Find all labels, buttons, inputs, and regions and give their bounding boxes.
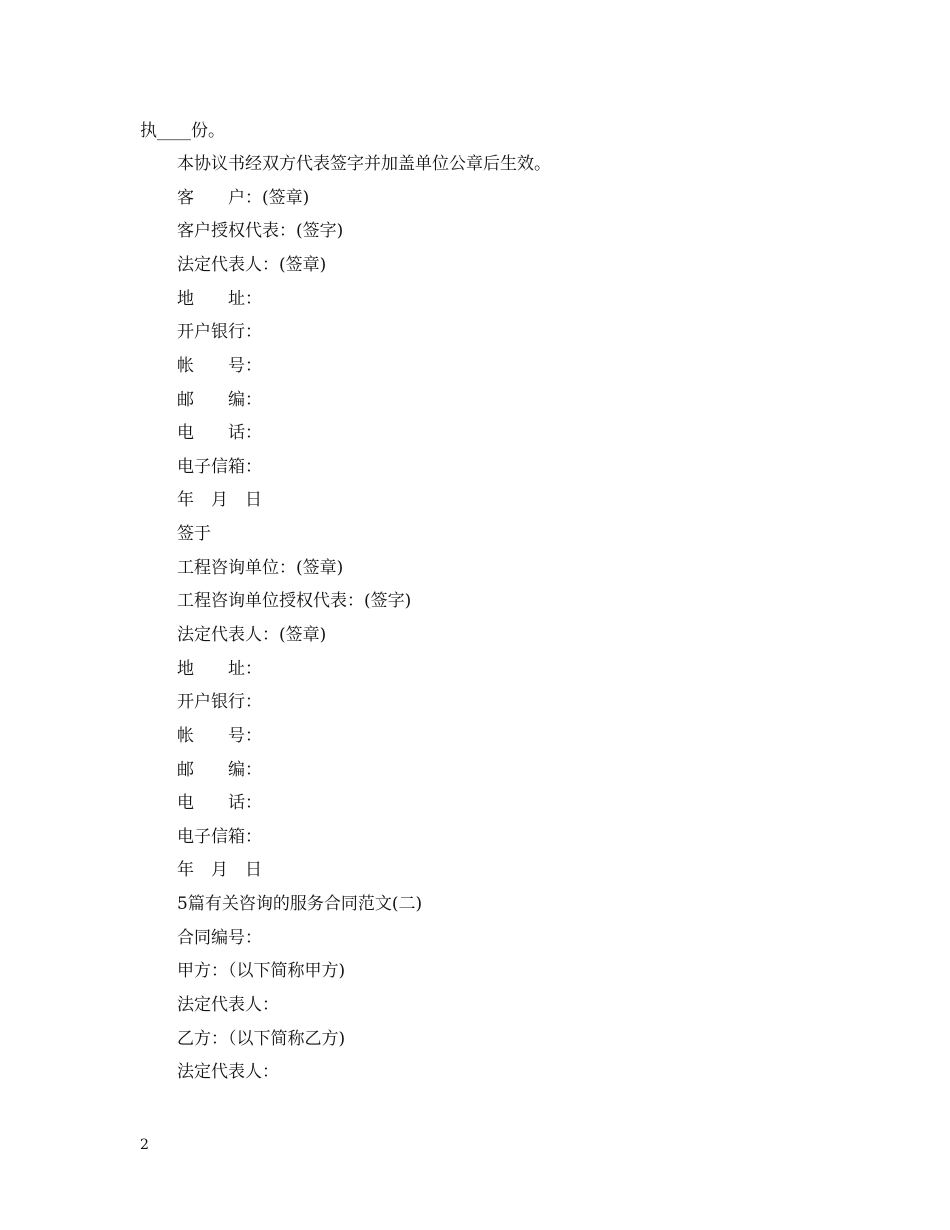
- text-line-phone: 电 话：: [177, 423, 262, 443]
- text-line-client: 客 户：(签章): [177, 188, 310, 208]
- page-number: 2: [140, 1137, 149, 1153]
- text-line-postcode-2: 邮 编：: [177, 760, 262, 780]
- text-line-party-b-legal-rep: 法定代表人：: [177, 1062, 279, 1082]
- text-line-legal-rep-2: 法定代表人：(签章): [177, 625, 327, 645]
- text-line-party-a: 甲方：（以下简称甲方): [177, 961, 346, 981]
- text-line-party-b: 乙方：（以下简称乙方): [177, 1029, 346, 1049]
- text-line-date-2: 年 月 日: [177, 860, 262, 880]
- section-heading: 5篇有关咨询的服务合同范文(二): [177, 894, 423, 914]
- text-line-consulting-rep: 工程咨询单位授权代表：(签字): [177, 591, 412, 611]
- text-line-continuation: 执____份。: [140, 121, 225, 141]
- text-line-contract-number: 合同编号：: [177, 928, 262, 948]
- text-line-bank: 开户银行：: [177, 322, 262, 342]
- text-line-effective-clause: 本协议书经双方代表签字并加盖单位公章后生效。: [177, 154, 551, 174]
- text-line-party-a-legal-rep: 法定代表人：: [177, 995, 279, 1015]
- text-line-phone-2: 电 话：: [177, 793, 262, 813]
- text-line-signed-at: 签于: [177, 524, 211, 544]
- text-line-email-2: 电子信箱：: [177, 827, 262, 847]
- text-line-account-2: 帐 号：: [177, 726, 262, 746]
- text-line-postcode: 邮 编：: [177, 390, 262, 410]
- text-line-address-2: 地 址：: [177, 659, 262, 679]
- text-line-consulting-unit: 工程咨询单位：(签章): [177, 558, 344, 578]
- text-line-legal-rep: 法定代表人：(签章): [177, 255, 327, 275]
- text-line-email: 电子信箱：: [177, 457, 262, 477]
- text-line-account: 帐 号：: [177, 356, 262, 376]
- text-line-date: 年 月 日: [177, 490, 262, 510]
- text-line-bank-2: 开户银行：: [177, 692, 262, 712]
- text-line-client-rep: 客户授权代表：(签字): [177, 221, 344, 241]
- text-line-address: 地 址：: [177, 289, 262, 309]
